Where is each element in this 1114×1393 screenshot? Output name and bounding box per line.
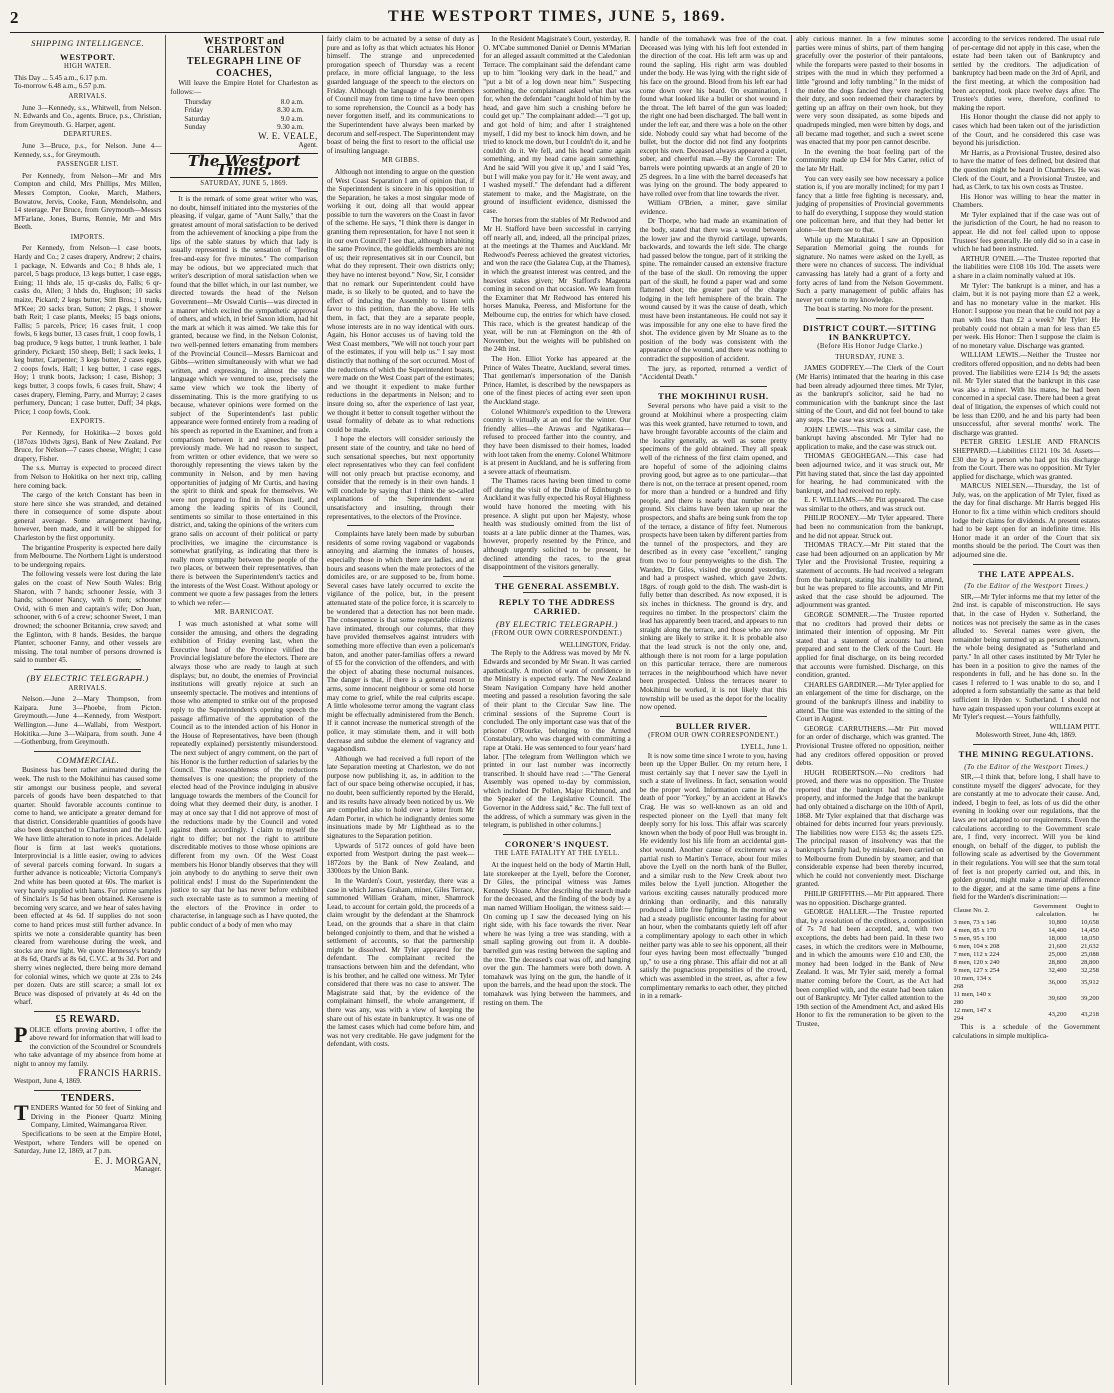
- assembly-telegraph: (BY ELECTRIC TELEGRAPH.): [495, 618, 618, 629]
- table-row: [953, 943, 1100, 951]
- mining-letter-end: This is a schedule of the Government calculations in simple multiplica-: [952, 1023, 1100, 1040]
- inquest-text: William O'Brien, a miner, gave similar evidence.: [639, 199, 788, 216]
- schedule-day: Sunday: [184, 123, 206, 132]
- district-court-date: THURSDAY, JUNE 3.: [835, 353, 905, 361]
- table-row: [953, 935, 1100, 943]
- divider: [660, 386, 767, 387]
- divider: [503, 576, 610, 577]
- table-cell: 4 men, 85 x 170: [953, 927, 997, 934]
- columns: [10, 35, 1104, 1385]
- table-cell: 3 men, 73 x 146: [953, 919, 997, 926]
- schedule-day: Friday: [184, 106, 204, 115]
- departures-heading: DEPARTURES.: [63, 131, 113, 139]
- divider: [503, 834, 610, 835]
- table-header-row: [953, 903, 1100, 919]
- district-court-judge: (Before His Honor Judge Clarke.): [817, 343, 923, 351]
- news-paragraph: The Thames races having been timed to come off during the visit of the Duke of Edinburgh to Auckland it was fully expected his Royal Highness would have honored the meeting with his presence. A slight put upon her Majesty, whose health was studiously omitted from the list of toasts at a late public dinner at the Thames, was, however, properly resented by the Prince, and although urgently solicited to be present, he declined attending the races, to the great disappointment of the visitors generally.: [483, 477, 631, 572]
- table-cell: 32,258: [1080, 967, 1099, 974]
- news-paragraph: The s.s. Murray is expected to proceed direct from Nelson to Hokitika on her next trip, calling here coming back.: [14, 464, 162, 490]
- table-cell: 28,800: [1080, 959, 1099, 966]
- court-case: MARCUS NIELSEN.—Thursday, the 1st of July, was, on the application of Mr Tyler, fixed as the day for final discharge. Mr Harris begged His Honor to fix a time within which creditors should lodge their claims for dividends. At present estates had to be kept open for an indefinite time. His Honor made it an order of the Court that six months should be the period. The Court was then adjourned sine die.: [952, 482, 1100, 560]
- news-paragraph: Although we had received a full report of the late Separation meeting at Charleston, we do not purpose now publishing it, as, in addition to the fact of our space being otherwise occupied, it has, no doubt, been sufficiently reported by the Herald, and its results have already been noticed by us. We are compelled also to hold over a letter from Mr Adam Porter, in which he indignantly denies some insinuations made by Mr Lighthead as to the signatures to the Separation petition.: [326, 754, 475, 841]
- column-5: [636, 35, 792, 1385]
- buller-text: In the evening the boat feeling part of the community made up £34 for Mrs Carter, relict of the late Mr Hall.: [796, 147, 944, 173]
- table-cell: 32,400: [1048, 967, 1067, 974]
- appeals-address: Molesworth Street, June 4th, 1869.: [975, 731, 1077, 740]
- schedule-row: [184, 98, 303, 107]
- divider: [34, 1011, 141, 1012]
- editorial-continued: fairly claim to be actuated by a sense of duty as pure and as lofty as that which actuates his Honor himself. The strange and unprecedented prorogation speech of Thursday was a recent preface, in more official language, to the less guarded language of the speech to the electors on Friday. Although the language of a few members of Council may from time to time have been open to some reprehension, the Council as a body has never forgotten itself, and its communications to the Superintendent have always been marked by decorum and self-respect. The Superintendent may boast of being the first to resort to the official use of insulting language.: [326, 35, 475, 155]
- court-case: CHARLES GARDINER.—Mr Tyler applied for an enlargement of the time for discharge, on the ground of the bankrupt's illness and inability to attend. The time was extended to the sitting of the Court in August.: [796, 680, 944, 724]
- schedule-time: 8.30 a.m.: [277, 106, 304, 115]
- news-paragraph: In the Warden's Court, yesterday, there was a case in which James Graham, miner, Giles Terrace, summoned William Graham, miner, Shamrock Lead, to account for certain gold, the proceeds of a claim wrought by the defendant at the Shamrock Lead, on the grounds that a share in that claim belonged conjointly to them, and that he wished a settlement of accounts, so that the partnership might be dissolved. Mr Tyler appeared for the defendant. The complainant recited the transactions between him and the defendant, who is his brother, and he called one witness. Mr Tyler considered that there was no case to answer. The Magistrate said that, by the evidence of the complainant himself, the whole arrangement, if there was any, was with a view of keeping the share out of his estate in bankruptcy. It was one of the lamest cases which had come before him, and was not very creditable. He gave judgment for the defendant, with costs.: [326, 877, 475, 1049]
- news-paragraph: The brigantine Prosperity is expected here daily from Melbourne. The Northern Light is understood to be undergoing repairs.: [14, 543, 162, 569]
- divider: [523, 592, 590, 593]
- coach-ad-role: Agent.: [298, 140, 318, 149]
- departures-text: June 3—Bruce, p.s., for Nelson. June 4—Kennedy, s.s., for Greymouth.: [14, 141, 162, 159]
- editorial-date: SATURDAY, JUNE 5, 1869.: [170, 180, 317, 192]
- table-cell: 8 men, 120 x 240: [953, 959, 1000, 966]
- tenders-text-2: Specifications to be seen at the Empire Hotel, Westport, where Tenders will be opened on Saturday, June 12, 1869, at 7 p.m.: [14, 1130, 162, 1156]
- table-cell: 6 men, 104 x 208: [953, 943, 1000, 950]
- court-case: PETER GREIG LESLIE AND FRANCIS SHEPPARD.—Liabilities £1121 10s 3d. Assets—£30 due by a person who had got his discharge from the Court. There was no opposition. Mr Tyler applied for discharge, which was granted.: [952, 438, 1100, 481]
- table-cell: 18,000: [1048, 935, 1067, 942]
- commercial-text: Business has been rather animated during the week. The rush to the Mokihinui has caused some stir amongst our business people, and several parcels of goods have been despatched to that quarter. Should favorable accounts continue to come to hand, we anticipate a greater demand for that district. Considerable quantities of goods have also been despatched to Charleston and the Lyell. We have little alteration to note in prices. Adelaide flour is firm at last week's quotations. Interprovincial is a little easier, owing to advices of several parcels coming forward. In sugars a further advance is noticeable; Victoria Company's 2nd white has been quoted at 60s. The market is very barely supplied with hams. For prime samples of Sinclair's 1s 5d has been obtained. Kerosene is becoming very scarce, and we hear of sales having been effected at 4s 6d. If supplies do not soon come to hand prices must still further advance. In spirits we note a considerable quantity has been cleared from warehouse during the week, and stocks are now light. We quote Hennessy's brandy at 8s 6d, Otard's at 8s 6d, C.V.C. at 9s 3d. Port and sherry wines neglected, there being more demand for colonial wines, which we quote at 23s to 24s per dozen. Oats are still scarce; a small lot ex Bruce was disposed of privately at 4s 4d on the wharf.: [14, 766, 162, 1007]
- news-paragraph: The following vessels were lost during the late gales on the coast of New South Wales: Brig Sharon, with 7 hands; schooner Jessie, with 3 hands; schooner Nancy, with 6 men; schooner Ovid, with 6 men and captain's wife; Don Juan, schooner, with 6 of a crew; schooner Sweet, 1 man drowned; the schooner Britannia, crew saved; and the Eglinton, with 8 hands. Besides, the barque Planter, schooner Fanny, and other vessels are missing. The total number of persons drowned is said to number 45.: [14, 570, 162, 665]
- mining-heading: THE MINING REGULATIONS.: [958, 748, 1094, 759]
- mokihinui-text: Several persons who have paid a visit to the ground at Mokihinui where a prospecting claim was this week granted, have returned to town, and have brought favorable accounts of the claim and the locality generally, as well as some pretty specimens of the gold obtained. They all speak well of the richness of the first claim opened, and are hopeful of some of the adjoining claims proving good, but agree as to one particular—that there is not, on the terrace at present opened, room for more than a hundred or a hundred and fifty people, and there is nearly that number on the ground. Six claims have been taken up near the prospectors, and shafts are being sunk from the top of the terrace, a distance of fifty feet. Numerous prospects have been taken by different parties from the tunnel of the prospectors, and they are described as in every case "excellent," ranging from two to four pennyweights to the dish. The Warden, Dr Giles, visited the ground yesterday, and had a prospect washed, which gave 2dwts. 18grs. of rough gold to the dish. The wash-dirt is fully better than described. As now exposed, it is six inches in thickness. The ground is dry, and requires no timber. In the prospectors' claim the lead has apparently been traced, and appears to run straight along the terrace, and those who are now sinking are likely to strike it. It is probable also that the lead struck is not the only one, and, although there is not room for a large population on this particular terrace, there are numerous terraces in the neighbourhood which have never been prospected. Unless the terraces nearer to Mokihinui be worked, it is not likely that this township will be used as the depot for the locality now opened.: [639, 402, 788, 712]
- mokihinui-heading: THE MOKIHINUI RUSH.: [658, 390, 769, 401]
- divider: [973, 744, 1080, 745]
- court-case: ARTHUR O'NEIL.—The Trustee reported that the liabilities were £108 10s 10d. The assets were a share in a claim nominally valued at 10s.: [952, 254, 1100, 281]
- buller-heading: BULLER RIVER.: [675, 720, 751, 731]
- buller-text: You can very easily see how necessary a police station is, if you are morally inclined; for my part I fancy that a little free fighting is necessary, and, judging of propensities of Provincial governments to half do everything, I suppose they would station one policeman here, and that they had better let alone—let them see to that.: [796, 174, 944, 235]
- column-4: [479, 35, 635, 1385]
- inquest-text: Dr Thorpe, who had made an examination of the body, stated that there was a wound between the lower jaw and the thyroid cartilage, upwards, backwards, and towards the left side. The charge had passed below the tongue, part of it striking the spine. The remainder caused an extensive fracture of the base of the skull. On removing the upper part of the skull, he found a paper wad and some flattened shot; the greater part of the charge lodging in the left hemisphere of the brain. The wound caused by it was the cause of death, which must have been instantaneous. He could not say it was impossible for any one else to have fired the shot. The evidence given by Mr Sloane as to the position of the body was consistent with the appearance of the wound, and there was nothing to contradict the supposition of accident.: [639, 217, 788, 363]
- reward-date: Westport, June 4, 1869.: [14, 1077, 82, 1086]
- table-row: [953, 991, 1100, 1007]
- schedule-time: 8.0 a.m.: [280, 97, 304, 106]
- appeals-letter: SIR,—Mr Tyler informs me that my letter of the 2nd inst. is capable of misconstruction. He says that, in the case of Hyden v. Sutherland, the notices was not precisely the same as in the cases alluded to. Several names were given, the remainder being summed up as persons unknown, the whole being designated as "Sutherland and party." In all other cases instituted by Mr Tyler he has been in a position to give the names of the respondents in full, and he has done so. In the cases I referred to I was unable to do so, and I adopted a form substantially the same as that held sufficient in Hyden v. Sutherland. I should not have again trespassed upon your columns except at Mr Tyler's request.—Yours faithfully,: [952, 592, 1100, 722]
- table-cell: 28,800: [1048, 959, 1067, 966]
- inquest-verdict: The jury, as reported, returned a verdict of "Accidental Death.": [639, 364, 788, 382]
- gibbs-text: Although not intending to argue on the question of West Coast Separation I am of opinion that, if the Superintendent is sincere in his opposition to the Separation, he takes a most singular mode of working it out, doing all that would appear possible to turn the waverers on the Coast in favor of the scheme. He says, "I think there is danger in granting them representation, for have I not seen it in our own Council? I see that, although inhabiting the same Province, the goldfields members are not of us; their representatives sit in our Council, but what do they represent. Their own districts only; they have no interest beyond." Now, Sir, I consider that no remark our Superintendent could have made, is so likely to be quoted, and to have the effect of inducing the Assembly to listen with favor to this petition, than the above. He tells them, in fact, that they are a separate people, whose interests are in no way identical with ours. Again, his Honor accuses us of having told the West Coast members, "We will not touch your part of the estimates, if you will help us." I say most distinctly that nothing of the sort occurred. Most of the reductions of which the Superintendent boasts, were made on the West Coast part of the estimates; and we thought it expedient to make further reductions in the departments in Nelson; and to insure doing so, after the experience of last year, we thought it better to consult together without the usual formality of debate as to what reductions could be made.: [326, 167, 475, 434]
- table-header: Ought to be: [1075, 903, 1099, 918]
- appeals-to-editor: (To the Editor of the Westport Times.): [964, 582, 1089, 591]
- court-case: WILLIAM LEWIS.—Neither the Trustee nor creditors offered opposition, and no debts had been proved. The liabilities were £214 1s 9d; the assets nil. Mr Tyler stated that the bankrupt in this case was also a miner. With his mates, he had been concerned in a special case. There had been a great deal of litigation, the expenses of which could not be less than £200, and he and his party had been unsuccessful, after several months' work. The discharge was granted.: [952, 351, 1100, 437]
- tide-line: This Day ... 5.45 a.m., 6.17 p.m.: [14, 73, 108, 82]
- buller-dateline: LYELL, June 1.: [741, 742, 788, 751]
- divider: [347, 525, 454, 526]
- imports-text: Per Kennedy, from Nelson—1 case boots, Hardy and Co.; 2 cases drapery, Andrew; 2 chairs, 1 package, N. Edwards and Co.; 8 hhds ale, 1 parcel, 5 bags produce, 13 kegs butter, 1 case eggs, Euing; 11 hhds ale, 15 qr-casks do, Falls; 6 qr-casks do, Allen; 3 hhds do, Hughson; 10 sacks maize, Pickard; 2 kegs butter, Stitt Bros.; 1 trunk, M'Kee; 20 sacks bran, Sutton; 2 pkgs, 1 shower bath Reit; 1 case plants, Meeks; 15 bags onions, Fallis; 5 parcels, Price; 16 cases fruit, 1 coop fowls, 6 kegs butter, 13 cases fruit, 1 coop fowls, 1 bag produce, 9 kegs butter, 1 trunk leather, 1 bale grindery, Pickard; 150 sheep, Bell; 1 sack leeks, 1 keg butter, Carpenter; 3 kegs butter, 2 cases eggs, 2 coops fowls, Hall; 1 keg butter, 1 case eggs, Hoy; 1 trunk boots, Jackson; 1 case, Bishop; 3 kegs butter, 3 coops fowls, 6 cases fruit, Shaw; 4 cases drapery, Fleming, Parry, and Murray; 2 cases perfumery, Duncan; 1 case butter, Duff; 34 pkgs, Price; 1 coop fowls, Cook.: [14, 244, 162, 416]
- gibbs-text-2: I hope the electors will consider seriously the present state of the country, and take no heed of such sensational speeches, but next opportunity elect representatives who they can feel confident will not only preach but practise economy, and consider that the remedy is in their own hands. I will conclude by saying that I think the so-called explanations of the Superintendent were unsatisfactory and insulting, through their representatives, to the electors of the Province.: [326, 435, 475, 521]
- inquest-continued: handle of the tomahawk was free of the coat. Deceased was lying with his left foot extended in the direction of the coat. His left arm was up and round the sapling. His right arm was doubled under the body. He was lying with the right side of his face on the ground. Blood from his left ear had come down over his beard. On examination, I found what looked like a bullet or shot wound in the throat. The left barrel of the gun was loaded; the right one had been discharged. The ball went in under the left ear, and there was a hole on the other side. Nobody could say what had become of the bullet, but the doctor did not find any footprints except his own. Deceased always appeared a quiet, sober, and cheerful man.—By the Coroner: The barrels were pointing upwards at an angle of 20 to 25 degrees. In a line with the barrel deceased's hat was lying on the ground. The body appeared to have rolled over from that line towards the river.: [639, 35, 788, 198]
- schedule-row: [184, 115, 303, 124]
- appeals-signature: WILLIAM PITT.: [1049, 722, 1100, 731]
- column-7: [949, 35, 1104, 1385]
- mining-letter: SIR,—I think that, before long, I shall have to constitute myself the diggers' advocate, for they are constantly at me to advocate their cause. And, indeed, I begin to feel, as lots of us did the other evening in looking over our regulations, that the laws are not adapted to our requirements. Even the calculations according to the Government scale are, I find, very incorrect. Will you be kind enough, on behalf of the digger, to publish the following scale as advertised by the Government in their regulations. You will see that the sum total of feet is not properly carried out, and this, in golden ground, might make a material difference to the digger, and at the same time opens a fine field for the Warden's discrimination:—: [952, 773, 1100, 902]
- masthead: [10, 8, 1104, 33]
- court-case: GEORGE HALLER.—The Trustee reported that, by a resolution of the creditors, a composition of 7s 7d had been accepted, and, with two exceptions, the debts had been paid. In these two cases, in which the creditors were in Melbourne, and in which the amounts were £10 and £30, the money had been lodged in the Bank of New Zealand. It was, Mr Tyler said, merely a formal matter coming before the Court, as the Act had been complied with, and the estate had been taken out of Bankruptcy. Mr Tyler called attention to the 19th section of the Amendment Act, and asked His Honor to fix the remuneration to be given to the Trustee,: [796, 908, 944, 1028]
- passenger-heading: PASSENGER LIST.: [56, 161, 119, 169]
- assembly-correspondent: (FROM OUR OWN CORRESPONDENT.): [491, 630, 623, 638]
- tide-line: To-morrow 6.48 a.m., 6.57 p.m.: [14, 82, 106, 91]
- column-1: [10, 35, 166, 1385]
- reward-heading: £5 REWARD.: [55, 1013, 120, 1025]
- table-cell: 10,658: [1080, 919, 1099, 926]
- news-paragraph: The horses from the stables of Mr Redwood and Mr H. Stafford have been successful in carrying off nearly all, and, indeed, all the principal prizes, at the meetings at the Thames and Auckland. Mr Redwood's Peeress achieved the greatest victories, and won the race (the Galatea Cup, at the Thames), in which the greatest interest was centred, and the heaviest stakes given; Mr Stafford's Magenta coming in second on that occasion. We learn from the Examiner that Mr Redwood has entered his horses Manuka, Peeress, and Misfortune for the Melbourne cup, the entries for which have closed. This race, which is the greatest handicap of the year, will be run at Flemington on the 4th of November, but the weights will be published on the 24th inst.: [483, 216, 631, 354]
- appeals-heading: THE LATE APPEALS.: [978, 568, 1075, 579]
- table-cell: 39,600: [1048, 995, 1067, 1002]
- court-text: His Honor was willing to hear the matter in Chambers.: [952, 192, 1100, 210]
- coach-ad-heading-1: WESTPORT and CHARLESTON: [203, 36, 285, 56]
- court-case: PHILIP ROONEY.—Mr Tyler appeared. There had been no communication from the bankrupt, and he did not appear. Struck out.: [796, 514, 944, 540]
- buller-text: While up the Matakitaki I saw an Opposition Separation Memorial going the rounds for signature. No names were asked on the Lyell, as there were no chances of success. The individual canvassing has lately had a grant of a forty and forty acres of land from the Nelson Government. Such a party management of public affairs has never yet come to my knowledge.: [796, 235, 944, 304]
- court-case: E. F. WILLIAMS.—Mr Pitt appeared. The case was similar to the others, and was struck out.: [796, 496, 944, 513]
- news-paragraph: The Hon. Elliot Yorke has appeared at the Prince of Wales Theatre, Auckland, several times. That gentleman's impersonation of the Danish Prince, Hamlet, is described by the newspapers as one of the finest pieces of acting ever seen upon the Auckland stage.: [483, 354, 631, 406]
- table-row: [953, 919, 1100, 927]
- inquest-heading: CORONER'S INQUEST.: [504, 838, 610, 849]
- assembly-subheading: REPLY TO THE ADDRESS CARRIED.: [498, 597, 616, 616]
- reward-signature: FRANCIS HARRIS.: [78, 1067, 162, 1078]
- district-court-heading: DISTRICT COURT.—SITTING IN BANKRUPTCY.: [802, 323, 937, 342]
- shipping-heading: SHIPPING INTELLIGENCE.: [31, 38, 145, 48]
- commercial-heading: COMMERCIAL.: [56, 754, 120, 765]
- coach-schedule: [170, 98, 317, 132]
- schedule-day: Saturday: [184, 114, 210, 123]
- table-header: Government calculation.: [1033, 903, 1067, 918]
- table-cell: 11 men, 140 x 280: [953, 991, 992, 1006]
- court-case: GEORGE SOMNER.—The Trustee reported that no creditors had proved their debts or intimated their intention of opposing. Mr Pitt stated that a statement of accounts had been prepared and sent to the Clerk of the Court. He applied for final discharge, on its being recorded that accounts were furnished. Discharge, on this condition, granted.: [796, 611, 944, 680]
- exports-heading: EXPORTS.: [70, 418, 106, 426]
- court-case: THOMAS TRACY.—Mr Pitt stated that the case had been adjourned on an application by Mr Tyler and the Provisional Trustee, requiring a statement of accounts. He had received a telegram from the bankrupt, stating his inability to attend, but he was prepared to file accounts, and Mr Pitt asked that the case should be adjourned. The adjournment was granted.: [796, 541, 944, 610]
- court-continued: according to the services rendered. The usual rule of per-centage did not apply in this case, when the estate had been taken out of Bankruptcy and settled by the creditors. The adjudication of bankruptcy had been made on the 3rd of April, and the first meeting, at which the composition had been accepted, took place twelve days after. The Trustee's duties were, therefore, confined to making the report.: [952, 35, 1100, 112]
- schedule-time: 9.0 a.m.: [280, 114, 304, 123]
- schedule-row: [184, 106, 303, 115]
- masthead-title: THE WESTPORT TIMES, JUNE 5, 1869.: [388, 8, 726, 25]
- news-paragraph: Upwards of 5172 ounces of gold have been exported from Westport during the past week—1872ozs by the Bank of New Zealand, and 3300ozs by the Union Bank.: [326, 841, 475, 876]
- table-body: [953, 919, 1100, 1023]
- table-cell: 9 men, 127 x 254: [953, 967, 1000, 974]
- port-heading: WESTPORT.: [60, 51, 116, 62]
- table-cell: 5 men, 95 x 190: [953, 935, 997, 942]
- passenger-text: Per Kennedy, from Nelson—Mr and Mrs Compton and child, Mrs Phillips, Mrs Millen, Messrs Compton, Cooke, March, Mathers, Bowatow, Jervis, Cooke, Faun, Mendelsohn, and 14 steerage. Per Bruce, from Greymouth—Messrs M'Farlane, Jones, Burns, Rennie, Mr and Mrs Beeth.: [14, 171, 162, 232]
- table-header: Clause No. 2.: [953, 907, 990, 914]
- table-row: [953, 967, 1100, 975]
- table-row: [953, 951, 1100, 959]
- mining-schedule-table: [953, 903, 1100, 1023]
- buller-text: It is now some time since I wrote to you, having been up the Upper Buller. On my return here, I must certainly say that I never saw the Lyell in such a state of liveliness. In fact, sensation would be the proper word. Information came in of the death of poor "Yorkey," by an accident at Hawk's Crag. He was so well-known as an old and respected pioneer on the Lyell that many felt deeply sorry for his loss. This affair was scarcely known when the body of poor Hull was brought in. He evidently lost his life from an accidental gun-shot wound. Another cause of excitement was a partial rush to Martin's Terrace, about four miles above the Lyell on the north bank of the Buller, and a similar rush to the New Creek about two miles below the Lyell junction. Altogether the various exciting causes naturally produced more drinking than ordinarily, and this naturally produced a little free fighting. In the morning we had a steady pugilistic encounter lasting for about an hour, when the combatants quietly left off after a complimentary apology to each other in which neither party was able to see his opponent, all their four eyes having been most effectually "bunged up," to use a ring phrase. This affair did not at all satisfy the pugnacious propensities of the crowd, which was assembled in the street, as, after a few complimentary remarks to each other, they pitched in in a remark-: [639, 751, 788, 1001]
- tenders-role: Manager.: [134, 1165, 162, 1174]
- divider: [34, 1090, 141, 1091]
- court-case: JAMES GODFREY.—The Clerk of the Court (Mr Harris) intimated that the hearing in this case had been already adjourned three times. Mr Tyler, as the bankrupt's solicitor, said he had no communication with the bankrupt since the last sitting of the Court, and did not feel bound to take any steps. The case was struck out.: [796, 364, 944, 424]
- assembly-dateline: WELLINGTON, Friday.: [559, 640, 631, 649]
- arrivals-heading: ARRIVALS.: [68, 92, 107, 100]
- court-text: Mr Harris, as a Provisional Trustee, desired also to have the matter of fees defined, but desired that the question might be heard in Chambers. He was Clerk of the Court, and a Provisional Trustee, and had, as Clerk, to tax his own costs as Trustee.: [952, 148, 1100, 192]
- news-paragraph: Complaints have lately been made by suburban residents of some roving vagabond or vagabonds annoying and alarming the inmates of houses, especially those in which there are ladies, and at hours and seasons when the male protectors of the domiciles are, or are supposed to be, from home. Several cases have lately occurred to excite the vigilance of the police, but, in the present attenuated state of the police force, it is scarcely to be wondered that a detection has not been made. The consequence is that some respectable citizens have intimated, through our columns, that they have provided themselves against intruders with something more effective than even a policeman's baton, and another pater-familias offers a reward of £5 for the conviction of the offenders, and with the object of abating these nocturnal nuisances. The danger is that, if there is a general resort to arms, some innocent neighbour or some old horse may come to grief, while the real culprits escape. A little wholesome terror among the vagrant class might be effectually administered from the Bench. If it cannot increase the numerical strength of the police, it may stimulate them, and it will both decrease and subdue the element of vagrancy and vagabondism.: [326, 530, 475, 754]
- news-paragraph: Colonel Whitmore's expedition to the Urewera country is virtually at an end for the winter. Our friendly allies—the Arawas and Ngatikaraa—refused to proceed farther into the country, and they have been dismissed to their homes, loaded with loot taken from the enemy. Colonel Whitmore is at present in Auckland, and he is suffering from a severe attack of rheumatism.: [483, 407, 631, 476]
- reward-text: OLICE efforts proving abortive, I offer the above reward for information that will lead to the conviction of the Scoundrel or Scoundrels who take advantage of my absence from home at night to annoy my family.: [14, 1025, 162, 1068]
- tenders-text: ENDERS Wanted for 50 feet of Sinking and Driving in the Pioneer Quartz Mining Company, Limited, Waimangaroa River.: [30, 1104, 162, 1130]
- table-row: [953, 959, 1100, 967]
- court-case: GEORGE CARRUTHERS.—Mr Pitt moved for an order of discharge, which was granted. The Provisional Trustee offered no opposition, neither had any creditors offered opposition or proved debts.: [796, 724, 944, 768]
- column-2: [166, 35, 322, 1385]
- divider: [973, 564, 1080, 565]
- table-row: [953, 927, 1100, 935]
- arrivals-text: June 3—Kennedy, s.s., Whitwell, from Nelson. N. Edwards and Co., agents. Bruce, p.s., Christian, from Greymouth. G. Harper, agent.: [14, 103, 162, 129]
- table-cell: 43,218: [1080, 1011, 1099, 1018]
- barnicoat-text: I was much astonished at what some will consider the amusing, and others the degrading exhibition of Friday evening last, when the Executive head of the Province vilified the Provincial legislature before the electors. There are always those who are ready to laugh at such displays; but, no doubt, the enemies of Provincial institutions will greatly rejoice at such an unseemly spectacle. The motives and intentions of those who attempted to strike out of the proposed reply to the Superintendent's opening speech the passage affirmative of the approbation of the Council as to the intended action of his Honor in the House of Representatives, have been (though repeatedly explained) persistently misunderstood. The next subject of angry comment, on the part of his Honor is the further reduction of salaries by the Council. The reasonableness of the reductions themselves is one question; the propriety of the elected head of the Province indulging in abusive language towards the members of the Council for doing what they deemed their duty, is another. I may at once say that I did not approve of most of the reductions made by the Council and voted against them accordingly. I claim to myself the right to differ; but not the right to attribute discreditable motives to those whose opinions are different from my own. Of the West Coast members his Honor blandly observes that they will join anybody to do anything to serve their own political ends! I must do the Superintendent the justice to say that he has never before exhibited such execrable taste as to summon a meeting of the electors of the Province in order to characterise, in language such as I have quoted, the public conduct of a body of men who may: [170, 620, 318, 929]
- inquest-text: At the inquest held on the body of Martin Hull, late storekeeper at the Lyell, before the Coroner, Dr Giles, the principal witness was James Kennedy Sloane. After describing the search made for the deceased, and the finding of the body by a man named William Hooligan, the witness said:—On coming up I saw the deceased lying on his right side, with his face towards the river. Near where he was lying a tree was standing, with a small sapling growing out from it. A double-barrelled gun was resting between the sapling and the tree. The deceased's coat was off, and hanging over the gun. The hammers were both down. A tomahawk was lying on the gun, the handle of it upon the barrels, and the head upon the stock. The tomahawk was lying between the hammers, and resting on them. The: [483, 861, 631, 1007]
- page-number: 2: [10, 8, 19, 27]
- court-case: PHILIP GRIFFITHS.—Mr Pitt appeared. There was no opposition. Discharge granted.: [796, 890, 944, 907]
- tenders-signature: E. J. MORGAN,: [94, 1155, 162, 1166]
- table-cell: 36,000: [1048, 979, 1067, 986]
- table-cell: 12 men, 147 x 294: [953, 1007, 992, 1022]
- table-cell: 43,200: [1048, 1011, 1067, 1018]
- paper-nameplate: The Westport Times.: [170, 153, 317, 178]
- table-cell: 14,450: [1080, 927, 1099, 934]
- imports-heading: IMPORTS.: [70, 233, 105, 241]
- court-text: Mr Tyler explained that if the case was out of the jurisdiction of the Court, he had no reason to appear. He did not feel called upon to oppose Trustees' fees generally. He only did so in a case in which he had been instructed.: [952, 210, 1100, 254]
- table-cell: 21,632: [1080, 943, 1099, 950]
- table-row: [953, 975, 1100, 991]
- gibbs-heading: MR GIBBS.: [381, 157, 420, 165]
- court-case: HUGH ROBERTSON.—No creditors had proved, and there was no opposition. The Trustee reported that the bankrupt had no available property, and informed the Judge that the bankrupt had only obtained a discharge on the 10th of April, 1868. Mr Tyler explained that that discharge was obtained for debts incurred four years previously. The liabilities now were £153 4s; the assets £25. The principal reason of insolvency was that the bankrupt's family had, by mistake, been carried on to Melbourne from Dunedin by steamer, and that considerable expense had been thereby incurred, which he could not conveniently meet. Discharge granted.: [796, 768, 944, 889]
- editorial-text: It is the remark of some great writer who was, no doubt, himself initiated into the mysteries of the pleasing, if vulgar, game of "Aunt Sally," that the greatest amount of moral satisfaction to be derived from the achievement of knocking a pipe from the lips of the sable statues by which that lady is usually represented is the sensation of "feeling free-and-easy for five minutes." The comparison may be odious, but we appreciated much that writer's description of moral satisfaction when we found that the billet which, in our last number, we directed towards the head of the Nelson Government—Mr Oswald Curtis—was directed in a manner which excited the sympathetic approval of others, and which, in brief Saxon idiom, had hit the mark at which it was aimed. We take this for granted, because we find, in the Nelson Colonist, two well-penned letters emanating from members of the Provincial Council—Messrs Barnicoat and Gibbs—written simultaneously with what we had written, and expressing, in almost the same language which we ventured to use, precisely the same view which we took the liberty of disseminating. This is the more gratifying to us because, whatever opinions were formed on the subject of the Superintendent's last public appearance were formed entirely from a reading of his speech as reported in the Examiner, and from a comparison between it and speeches he had previously made. We had no reason to suspect, from written or other evidence, that we were so thoroughly representing the views taken by the community in Nelson, and by men having opportunities of judging of Mr Curtis, and having the spirit to think and speak for themselves. We were not prepared to find in Nelson itself, and among the leading spirits of its Council, sentiments so similar to those entertained in this district, and, taking the opinions of the writers cum grano salis on account of their political or party proclivities, we imagine the circumstance is somewhat gratifying, as indicating that there is really more sympathy between the people of the two places, or between their representatives, than there is between the Superintendent's tactics and the interests of the West Coast. Without apology or comment we quote a few passages from the letters to which we refer:—: [170, 194, 318, 607]
- divider: [34, 751, 141, 752]
- tenders-dropcap: T: [14, 1100, 29, 1126]
- divider: [816, 318, 923, 319]
- reward-ad: [14, 1021, 162, 1069]
- tenders-ad: [14, 1100, 162, 1130]
- buller-text: The boat is starting. No more for the present.: [804, 305, 934, 314]
- table-cell: 7 men, 112 x 224: [953, 951, 1000, 958]
- schedule-day: Thursday: [184, 97, 212, 106]
- schedule-time: 9.30 a.m.: [277, 123, 304, 132]
- divider: [660, 716, 767, 717]
- column-6: [792, 35, 948, 1385]
- table-cell: 39,200: [1080, 995, 1099, 1002]
- table-cell: 10,800: [1048, 919, 1067, 926]
- coach-ad-heading-2: TELEGRAPH LINE OF: [186, 56, 302, 68]
- assembly-text: The Reply to the Address was moved by Mr N. Edwards and seconded by Mr Swan. It was carried apathetically. A motion of want of confidence in the Ministry is expected early. The New Zealand Steam Navigation Company have held another meeting and passed a resolution favoring the sale of their plant to the Circular Saw line. The criminal sessions of the Supreme Court is concluded. The only important case was that of the prisoner O'Rourke, belonging to the Armed Constabulary, who was charged with committing a rape at Otaki. He was sentenced to four years' hard labor. [The telegram from Wellington which we printed in our last number was incorrectly transcribed. It should have read :—"The General Assembly was opened to-day by commission, which included Dr Pollen, Major Richmond, and the Speaker of the Legislative Council. The Governor in the Address said," &c. The full text of the address, of which a summary was given in the telegram, is published in other columns.]: [483, 649, 631, 830]
- inquest-subheading: THE LATE FATALITY AT THE LYELL.: [494, 850, 620, 858]
- table-cell: 14,400: [1048, 927, 1067, 934]
- court-text: His Honor thought the clause did not apply to cases which had been taken out of the jurisdiction of the Court, and he considered this case was beyond his jurisdiction.: [952, 113, 1100, 148]
- tenders-heading: TENDERS.: [60, 1092, 115, 1104]
- table-cell: 25,088: [1080, 951, 1099, 958]
- buller-correspondent: (FROM OUR OWN CORRESPONDENT.): [648, 732, 779, 740]
- reward-dropcap: P: [14, 1021, 28, 1047]
- divider: [34, 669, 141, 670]
- barnicoat-heading: MR. BARNICOAT.: [214, 609, 274, 617]
- table-cell: 10 men, 134 x 268: [953, 975, 992, 990]
- court-text: Mr Tyler: The bankrupt is a miner, and has a claim, but it is not paying more than £2 a week, and has no monetary value in the market. His Honor: I suppose you mean that he could not pay a man with less than £2 a week? Mr Tyler: He probably could not obtain a man for less than £5 per week. His Honor: Then I suppose the claim is of no monetary value. Discharge was granted.: [952, 281, 1100, 350]
- assembly-heading: THE GENERAL ASSEMBLY.: [494, 580, 620, 591]
- telegraph-heading: (BY ELECTRIC TELEGRAPH.): [26, 672, 149, 683]
- news-paragraph: The cargo of the ketch Constant has been in store here since she was stranded, and detained there in consequence of some dispute about general average. Some arrangement having, however, been made, and it will be shipped for Charleston by the first opportunity.: [14, 491, 162, 543]
- tel-arrivals-heading: ARRIVALS.: [68, 684, 107, 692]
- table-row: [953, 1007, 1100, 1023]
- column-3: [323, 35, 479, 1385]
- mining-to-editor: (To the Editor of the Westport Times.): [964, 762, 1089, 771]
- high-water-heading: HIGH WATER.: [64, 63, 112, 71]
- table-cell: 18,050: [1080, 935, 1099, 942]
- news-paragraph: In the Resident Magistrate's Court, yesterday, R. O. M'Cabe summoned Daniel or Dennis M'Marian for an alleged assault committed at the Caledonian Terrace. The complainant said the defendant came up to him "looking very dark in the head," and "put a bit of a log down near him." Suspecting something, the complainant asked what that was for, when the defendant "caught hold of him by the head, and gave him such a crushing before he could get up." The complainant added:—"I got up, and got hold of him; and after I straightened myself, I did my best to knock him down, and he tried to knock me down, but I couldn't do it, and he couldn't do it. We fell, and his head came again something, and my head came again something. And he said 'Will you give it up,' and I said 'Yes, but I will make you pay for it.' He went away, and I washed myself." The defendant had a different statement to make, and the Magistrate, on the ground of insufficient evidence, dismissed the case.: [483, 35, 631, 215]
- coach-ad-intro: Will leave the Empire Hotel for Charleston as follows:—: [170, 79, 318, 96]
- table-cell: 21,600: [1048, 943, 1067, 950]
- table-cell: 35,912: [1080, 979, 1099, 986]
- coach-ad-signature: W. E. VEALE,: [258, 130, 318, 141]
- coach-ad-heading-3: COACHES,: [216, 67, 273, 79]
- exports-text: Per Kennedy, for Hokitika—2 boxes gold (187ozs 10dwts 3grs), Bank of New Zealand. Per Bruce, for Nelson—7 cases cheese, Wright; 1 case drapery, Fisher.: [14, 428, 162, 463]
- court-case: THOMAS GEOGHEGAN.—This case had been adjourned twice, and it was struck out, Mr Pitt having stated that, since the last day appointed for hearing, he had communicated with the bankrupt, and had received no reply.: [796, 452, 944, 495]
- court-case: JOHN LEWIS.—This was a similar case, the bankrupt having absconded. Mr Tyler had no application to make, and the case was struck out.: [796, 425, 944, 451]
- tel-arrivals-text: Nelson.—June 2—Mary Thompson, from Kaipara. June 3—Phoebe, from Picton. Greymouth.—June 4—Kennedy, from Westport. Wellington.—June 4—Wallabi, from Westport. Hokitika.—June 3—Waipara, from south. June 4—Gothenburg, from Greymouth.: [14, 695, 162, 747]
- table-cell: 25,000: [1048, 951, 1067, 958]
- buller-continued: ably curious manner. In a few minutes some parties were minus of shirts, part of them hanging gracefully over the posterior of their pantaloons, while the foreparts were pasted to their bosoms in stripes with the mud in which they performed a little "ground and lofty tumbling." In the midst of the melee the dogs fancied they were neglecting their duty, and soon redeemed their characters by getting up an affray on their own hook, but they were very soon dissipated, as some bipeds and quadrupeds mingled, men were bitten by dogs, and all became mad together, and such a sweet scene was enacted that my poor pen cannot describe.: [796, 35, 944, 147]
